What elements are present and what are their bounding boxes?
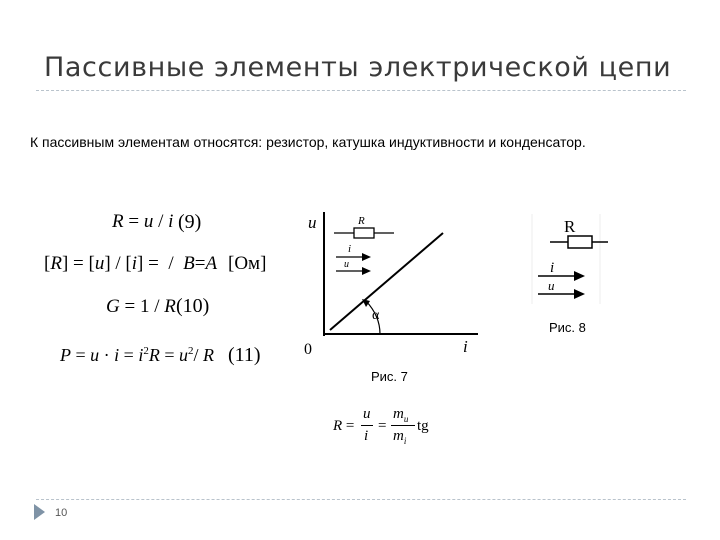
fig8-current-arrow-icon (538, 271, 585, 281)
formula-11: $P = u \cdot i = i^2R = u^2/$ R (60, 345, 215, 365)
formula-11-number: (11) (228, 344, 261, 366)
fig8-voltage-label: u (548, 278, 555, 293)
fig8-caption: Рис. 8 (549, 320, 586, 335)
formula-10: G = 1 / R (106, 296, 176, 317)
fig8-resistor-icon (550, 236, 608, 248)
formula-9: R = u / i (112, 211, 174, 232)
footer-divider (36, 499, 686, 500)
page-number: 10 (55, 507, 68, 519)
formula-10-number: (10) (176, 295, 210, 317)
fig7-current-label: i (348, 243, 352, 255)
fig7-origin-label: 0 (304, 341, 312, 358)
fig7-caption: Рис. 7 (371, 369, 408, 384)
figure-7 (300, 208, 500, 358)
fig8-voltage-arrow-icon (538, 289, 585, 299)
fig7-axis-y-label: u (308, 213, 317, 232)
formula-units: [R] = [u] / [i] = / B=A (44, 253, 218, 274)
fig7-voltage-arrow-icon (336, 267, 371, 275)
fig8-current-label: i (550, 260, 555, 276)
title-divider (36, 90, 686, 91)
fig7-resistor-icon (334, 228, 394, 238)
fig7-angle-label: α (372, 308, 380, 323)
fig7-axis-x-label: i (463, 337, 468, 356)
fig7-current-arrow-icon (336, 253, 371, 261)
figure-8 (528, 214, 608, 304)
fig7-voltage-label: u (344, 259, 349, 270)
fig8-resistor-label: R (564, 217, 576, 236)
fig7-resistor-label: R (358, 215, 365, 227)
slide-subtitle: К пассивным элементам относятся: резистор, катушка индуктивности и конденсатор. (30, 134, 586, 150)
page-arrow-icon (34, 504, 45, 520)
formula-units-ohm: [Ом] (228, 253, 267, 274)
fig7-angle-arrow-icon (362, 299, 370, 307)
slide-title: Пассивные элементы электрической цепи (44, 52, 672, 83)
formula-9-number: (9) (178, 211, 202, 233)
